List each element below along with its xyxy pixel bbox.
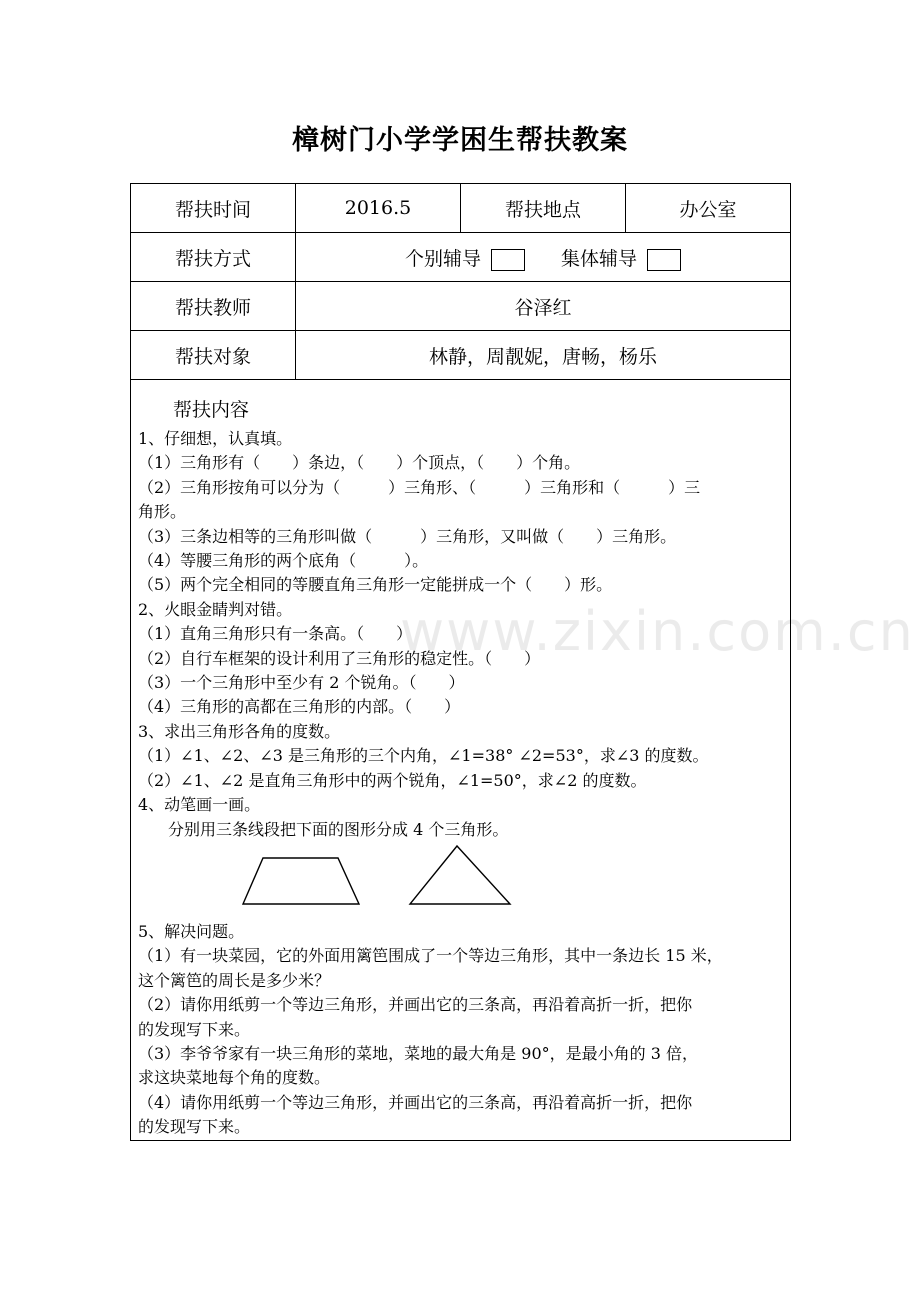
method-label: 帮扶方式 [131,233,296,282]
method-row [131,233,791,282]
content-cell [131,380,791,1141]
place-value: 办公室 [626,184,791,233]
content-line: 的发现写下来。 [138,1117,251,1137]
teacher-value: 谷泽红 [296,282,791,331]
content-line: 4、动笔画一画。 [138,795,261,815]
drawing-instruction: 分别用三条线段把下面的图形分成 4 个三角形。 [168,819,509,839]
content-line: （2）三角形按角可以分为（ ）三角形、（ ）三角形和（ ）三 [138,477,701,497]
content-line: 这个篱笆的周长是多少米？ [138,970,331,990]
content-heading: 帮扶内容 [173,399,250,421]
watermark: www.zixin.com.cn [400,600,915,663]
target-label: 帮扶对象 [131,331,296,380]
individual-tutoring-label: 个别辅导 [404,247,481,270]
time-label: 帮扶时间 [131,184,296,233]
content-line: （4）三角形的高都在三角形的内部。（ ） [138,697,461,717]
page-title: 樟树门小学学困生帮扶教案 [292,125,628,156]
content-body [138,427,784,1140]
content-line: （1）有一块菜园，它的外面用篱笆围成了一个等边三角形，其中一条边长 15 米， [138,946,723,966]
method-options [296,233,791,282]
place-label: 帮扶地点 [461,184,626,233]
content-line: 3、求出三角形各角的度数。 [138,721,341,741]
content-line: （1）三角形有（ ）条边，（ ）个顶点，（ ）个角。 [138,453,581,473]
content-line: （1）直角三角形只有一条高。（ ） [138,624,413,644]
shape-figures [138,842,784,920]
content-line: 2、火眼金睛判对错。 [138,599,293,619]
content-line: （3）一个三角形中至少有 2 个锐角。（ ） [138,673,465,693]
trapezoid-figure [243,858,359,904]
content-line: 5、解决问题。 [138,921,245,941]
target-value: 林静，周靓妮，唐畅，杨乐 [296,331,791,380]
time-value: 2016.5 [296,184,461,233]
content-line: （5）两个完全相同的等腰直角三角形一定能拼成一个（ ）形。 [138,575,613,595]
content-line: （2）自行车框架的设计利用了三角形的稳定性。（ ） [138,648,541,668]
content-line: （4）等腰三角形的两个底角（ ）。 [138,551,429,571]
triangle-figure [410,846,510,904]
individual-tutoring-checkbox[interactable] [491,249,525,271]
content-line: 1、仔细想，认真填。 [138,429,293,448]
teacher-row [131,282,791,331]
teacher-label: 帮扶教师 [131,282,296,331]
content-line: 求这块菜地每个角的度数。 [138,1068,331,1088]
content-line: （3）三条边相等的三角形叫做（ ）三角形，又叫做（ ）三角形。 [138,526,677,546]
group-tutoring-label: 集体辅导 [561,247,638,270]
content-line: （2）请你用纸剪一个等边三角形，并画出它的三条高，再沿着高折一折，把你 [138,995,693,1015]
content-line: （3）李爷爷家有一块三角形的菜地，菜地的最大角是 90°，是最小角的 3 倍， [138,1043,698,1063]
content-row [131,380,791,1141]
content-line: （4）请你用纸剪一个等边三角形，并画出它的三条高，再沿着高折一折，把你 [138,1092,693,1112]
figures-area [138,842,784,920]
content-line: （1）∠1、∠2、∠3 是三角形的三个内角，∠1=38° ∠2=53°，求∠3 的度数。 [138,746,709,766]
time-place-row [131,184,791,233]
group-tutoring-checkbox[interactable] [647,249,681,271]
content-line: 的发现写下来。 [138,1019,251,1039]
content-line: （2）∠1、∠2 是直角三角形中的两个锐角，∠1=50°，求∠2 的度数。 [138,770,647,790]
target-row [131,331,791,380]
content-line: 角形。 [138,502,187,522]
